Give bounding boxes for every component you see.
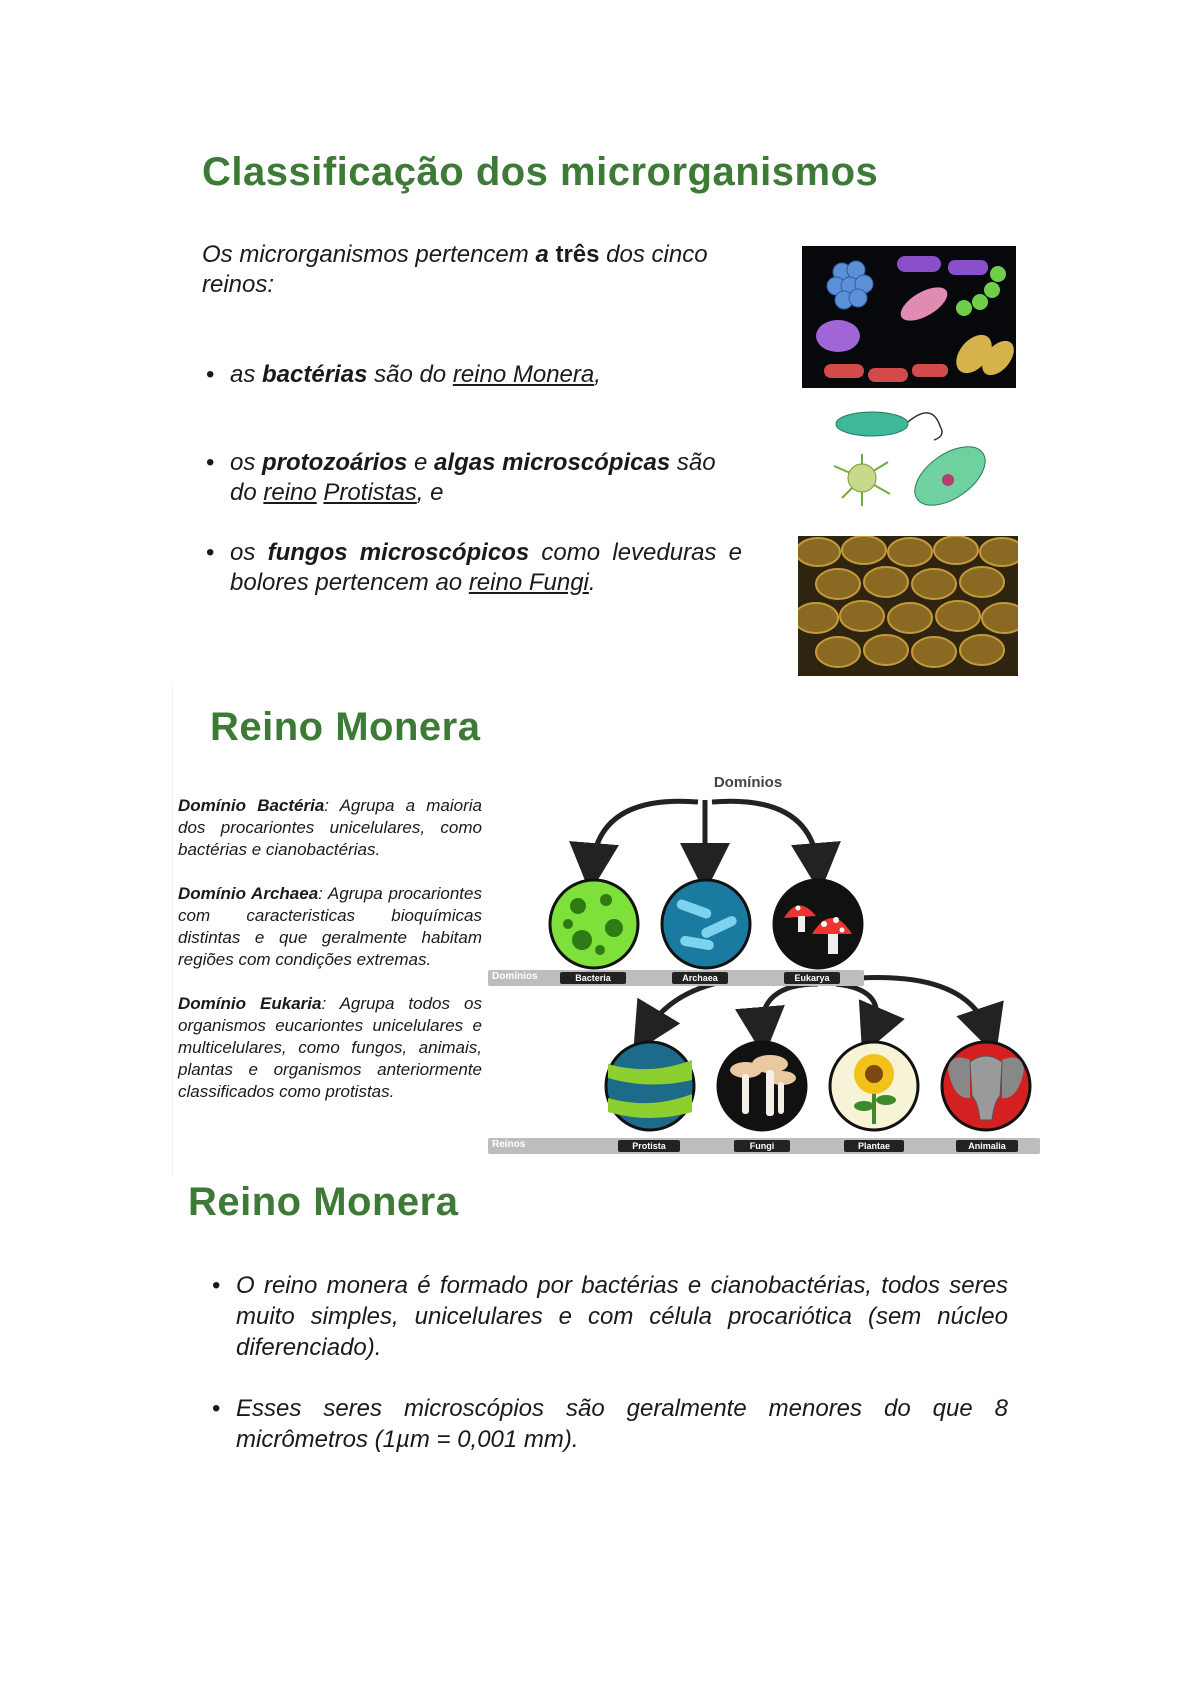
section1-bullets	[202, 360, 742, 598]
bullet-fungos: • os fungos microscópicos como leveduras e bolores pertencem ao reino Fungi.	[202, 538, 742, 598]
kingdom-pill-protista: Protista	[618, 1140, 680, 1152]
yeast-image	[798, 536, 1018, 676]
section1-title: Classificação dos microrganismos	[202, 150, 879, 194]
classification-diagram	[488, 770, 1040, 1170]
fungi-circle	[716, 1040, 808, 1132]
desc-archaea: Domínio Archaea: Agrupa procariontes com caracteristicas bioquímicas distintas e que geralmente habitam regiões com condições extremas.	[178, 884, 482, 969]
desc-eukaria: Domínio Eukaria: Agrupa todos os organismos eucariontes unicelulares e multicelulares, como fungos, animais, plantas e organismos anteriormente classificados como protistas.	[178, 994, 483, 1101]
kingdoms-strip-label: Reinos	[492, 1139, 526, 1150]
section1-intro: Os microrganismos pertencem a três dos cinco reinos:	[202, 241, 708, 298]
monera-bullet-2: • Esses seres microscópios são geralmente menores do que 8 micrômetros (1µm = 0,001 mm).	[208, 1393, 1008, 1455]
domain-pill-archaea: Archaea	[672, 972, 728, 984]
diagram-title: Domínios	[713, 774, 783, 791]
domain-pill-bacteria: Bacteria	[560, 972, 626, 984]
animalia-circle	[940, 1040, 1032, 1132]
bacteria-circle	[548, 878, 640, 970]
bacteria-image	[802, 246, 1016, 388]
domain-pill-eukarya: Eukarya	[784, 972, 840, 984]
bullet-protozoarios: • os protozoários e algas microscópicas são do reino Protistas, e	[202, 448, 742, 508]
section3-title: Reino Monera	[188, 1180, 459, 1224]
kingdom-pill-fungi: Fungi	[734, 1140, 790, 1152]
protista-circle	[604, 1040, 696, 1132]
section3-bullets	[208, 1270, 1008, 1455]
plantae-circle	[828, 1040, 920, 1132]
monera-bullet-1: • O reino monera é formado por bactérias e cianobactérias, todos seres muito simples, unicelulares e com célula procariótica (sem núcleo diferenciado).	[208, 1270, 1008, 1363]
domains-strip-label: Domínios	[492, 971, 538, 982]
section2-border	[172, 686, 173, 1176]
protozoa-image	[822, 396, 1012, 514]
eukarya-circle	[772, 878, 864, 970]
section2-title: Reino Monera	[210, 705, 481, 749]
kingdom-pill-animalia: Animalia	[956, 1140, 1018, 1152]
desc-bacteria: Domínio Bactéria: Agrupa a maioria dos procariontes unicelulares, como bactérias e cianobactérias.	[178, 796, 483, 859]
bullet-bacterias: • as bactérias são do reino Monera,	[202, 360, 742, 390]
archaea-circle	[660, 878, 752, 970]
kingdom-pill-plantae: Plantae	[844, 1140, 904, 1152]
domain-descriptions	[178, 795, 482, 1103]
